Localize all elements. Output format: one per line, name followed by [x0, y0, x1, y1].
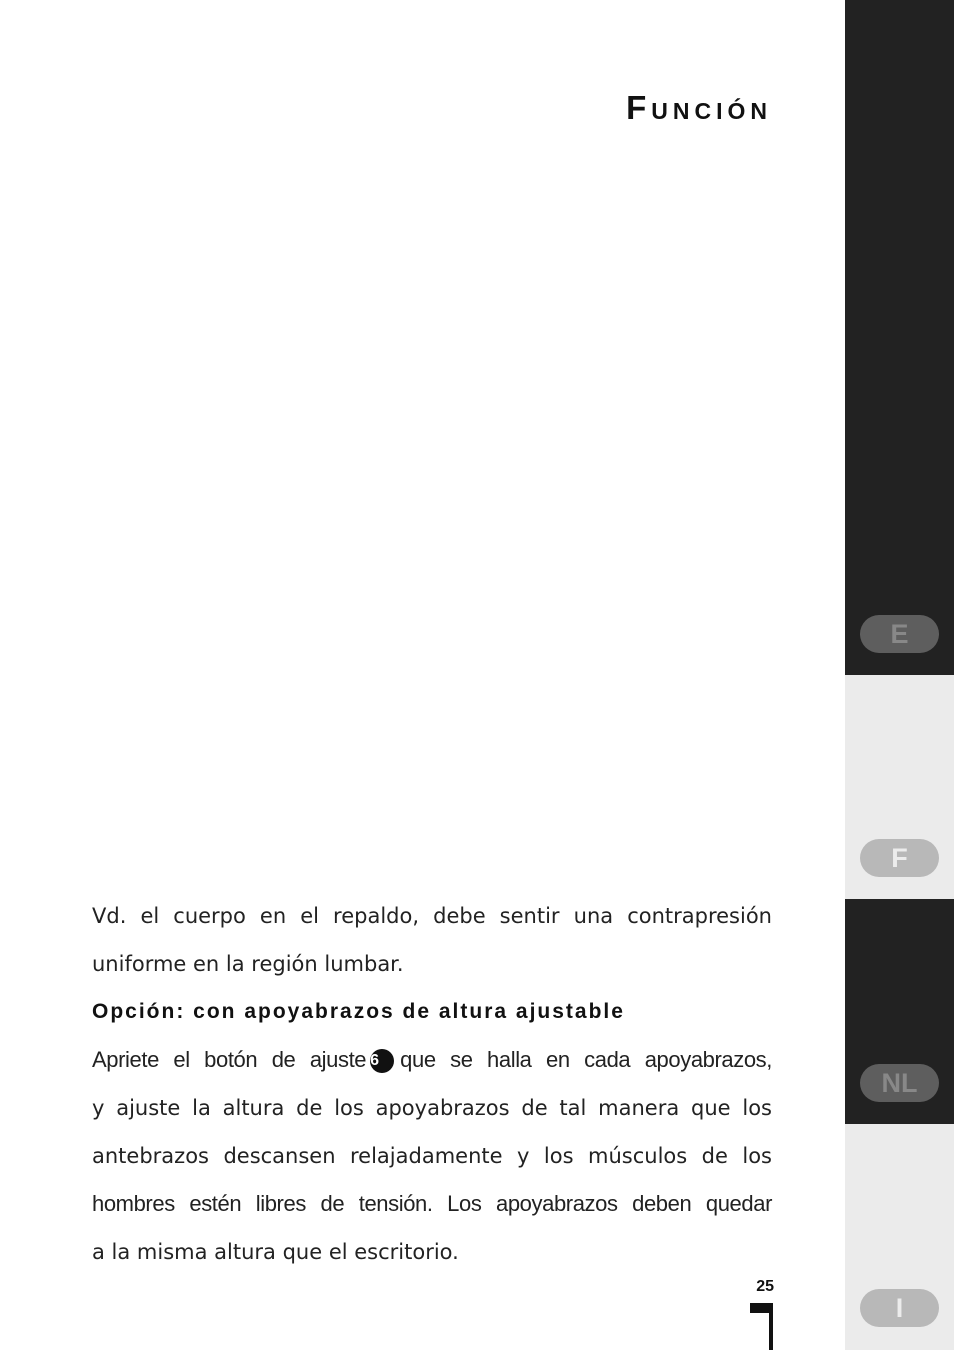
language-tab-f[interactable]	[845, 675, 954, 899]
language-tab-e[interactable]	[845, 0, 954, 675]
paragraph-line: uniforme en la región lumbar.	[92, 952, 404, 976]
language-tab-label: F	[860, 839, 939, 877]
page-corner-mark	[769, 1303, 773, 1350]
paragraph-segment: Apriete el botón de ajuste	[92, 1047, 367, 1072]
language-tab-label: E	[860, 615, 939, 653]
paragraph-line: hombres estén libres de tensión. Los apoyabrazos deben quedar	[92, 1191, 772, 1216]
paragraph-line: Vd. el cuerpo en el repaldo, debe sentir una contrapresión	[92, 904, 772, 928]
page-title: Función	[626, 89, 772, 126]
language-tabs	[845, 0, 954, 1350]
body-text	[92, 892, 772, 1276]
paragraph-line: y ajuste la altura de los apoyabrazos de tal manera que los	[92, 1096, 772, 1120]
language-tab-i[interactable]	[845, 1124, 954, 1350]
language-tab-label: I	[860, 1289, 939, 1327]
paragraph-segment: que se halla en cada apoyabrazos,	[400, 1047, 772, 1072]
language-tab-label: NL	[860, 1064, 939, 1102]
paragraph-line	[92, 1036, 772, 1084]
reference-number-marker: 6	[370, 1049, 394, 1073]
paragraph-line: a la misma altura que el escritorio.	[92, 1240, 459, 1264]
language-tab-nl[interactable]	[845, 899, 954, 1124]
page-number: 25	[756, 1278, 774, 1295]
section-subheading: Opción: con apoyabrazos de altura ajustable	[92, 1000, 625, 1023]
paragraph-line: antebrazos descansen relajadamente y los músculos de los	[92, 1144, 772, 1168]
